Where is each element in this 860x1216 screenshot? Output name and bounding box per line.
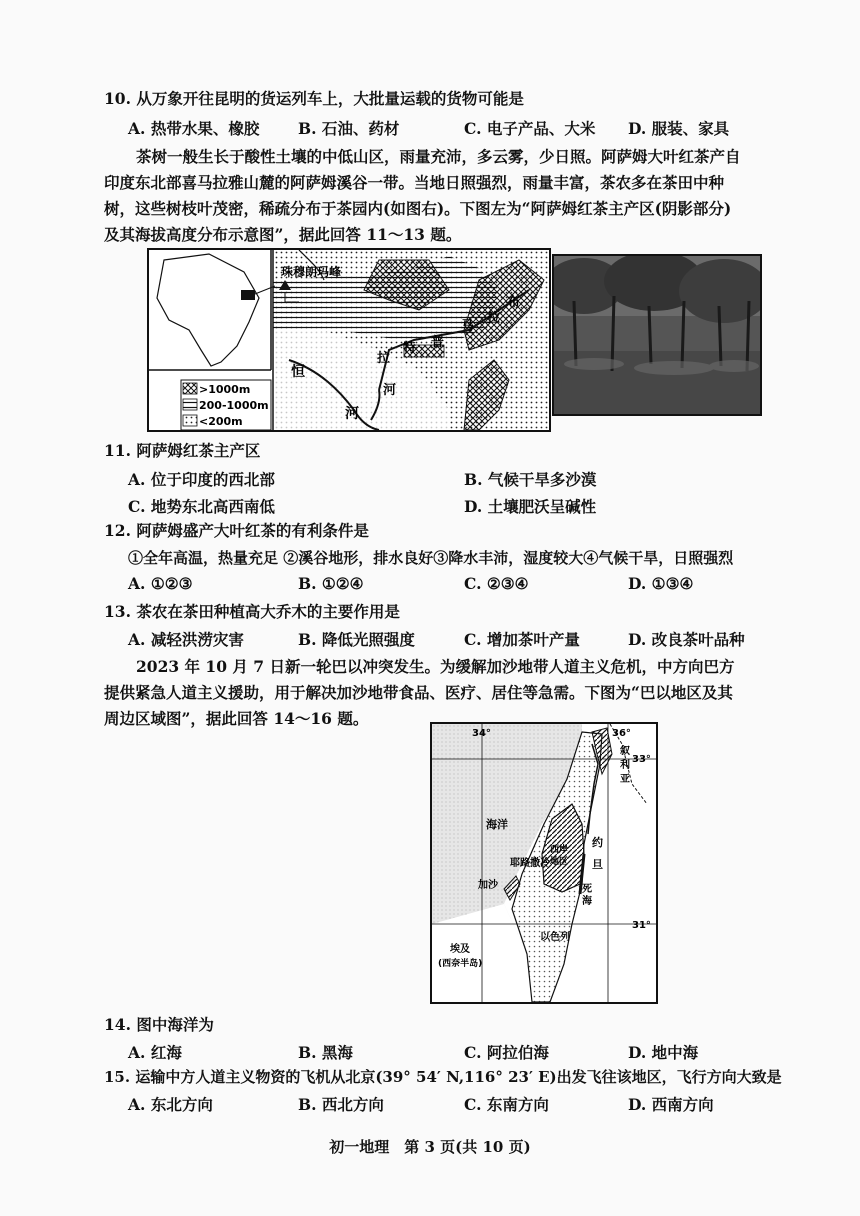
syria-label-3: 亚 (620, 774, 630, 785)
passage-gaza-text: 2023 年 10 月 7 日新一轮巴以冲突发生。为缓解加沙地带人道主义危机，中方向巴方提供紧急人道主义援助，用于解决加沙地带食品、医疗、居住等急需。下图为“巴以地区及其周边区域图”，据此回答 14～16 题。 (104, 657, 735, 728)
egypt-label-2: (西奈半岛) (438, 959, 483, 969)
brahma-char-7: 河 (383, 383, 397, 398)
brahma-char-1: 布 (507, 295, 521, 310)
jerusalem-label: 耶路撒冷 (510, 858, 550, 869)
assam-map-svg (149, 250, 549, 430)
q13-stem: 13. 茶农在茶田种植高大乔木的主要作用是 (104, 602, 400, 621)
assam-map (147, 248, 551, 432)
ganges-char-1: 恒 (291, 364, 305, 380)
tea-garden-photo-svg (554, 256, 760, 414)
ganges-char-2: 河 (345, 406, 359, 422)
west-bank-label-2: 地区 (550, 857, 569, 867)
q12-option-a: A. ①②③ (128, 574, 193, 593)
q10-option-b: B. 石油、药材 (298, 119, 400, 138)
q15-option-b: B. 西北方向 (298, 1095, 384, 1114)
q12-option-b: B. ①②④ (298, 574, 364, 593)
q13-option-c: C. 增加茶叶产量 (464, 630, 580, 649)
india-inset (149, 250, 275, 370)
q12-option-d: D. ①③④ (628, 574, 694, 593)
q12-stem: 12. 阿萨姆盛产大叶红茶的有利条件是 (104, 521, 369, 540)
q10-stem: 10. 从万象开往昆明的货运列车上，大批量运载的货物可能是 (104, 89, 524, 108)
passage-assam (104, 144, 744, 248)
jordan-label-2: 旦 (592, 858, 603, 871)
palestine-israel-map-svg (432, 724, 656, 1002)
page-footer: 初一地理 第 3 页(共 10 页) (329, 1138, 531, 1156)
lon-34-label: 34° (472, 728, 491, 739)
q13-option-b: B. 降低光照强度 (298, 630, 415, 649)
q12-option-c: C. ②③④ (464, 574, 529, 593)
q11-option-d: D. 土壤肥沃呈碱性 (464, 497, 597, 516)
legend-mid: 200-1000m (199, 399, 269, 412)
q15-stem: 15. 运输中方人道主义物资的飞机从北京(39° 54′ N,116° 23′ E)出发飞往该地区，飞行方向大致是 (104, 1068, 782, 1086)
legend-high: >1000m (199, 383, 251, 396)
q14-stem: 14. 图中海洋为 (104, 1015, 214, 1034)
egypt-label-1: 埃及 (450, 944, 470, 955)
passage-gaza (104, 654, 744, 732)
q10-option-c: C. 电子产品、大米 (464, 119, 596, 138)
lat-31-label: 31° (632, 920, 651, 931)
sea-label: 海洋 (486, 818, 508, 831)
palestine-israel-map (430, 722, 658, 1004)
syria-label-1: 叙 (620, 746, 630, 757)
q15-option-d: D. 西南方向 (628, 1095, 714, 1114)
israel-label: 以色列 (540, 932, 570, 943)
brahma-char-6: 拉 (377, 351, 391, 366)
q11-option-c: C. 地势东北高西南低 (128, 497, 275, 516)
q15-option-c: C. 东南方向 (464, 1095, 549, 1114)
gaza-label: 加沙 (478, 880, 498, 891)
tea-garden-photo (552, 254, 762, 416)
lon-36-label: 36° (612, 728, 631, 739)
jordan-label-1: 约 (592, 836, 603, 849)
q14-option-c: C. 阿拉伯海 (464, 1043, 549, 1062)
brahma-char-5: 特 (403, 341, 417, 356)
everest-label: 珠穆朗玛峰 (281, 265, 342, 279)
q12-conditions: ①全年高温，热量充足 ②溪谷地形，排水良好③降水丰沛，湿度较大④气候干旱，日照强烈 (128, 549, 734, 567)
syria-label-2: 利 (620, 760, 630, 771)
elevation-legend (181, 380, 271, 430)
brahma-char-4: 普 (431, 335, 445, 350)
q10-option-d: D. 服装、家具 (628, 119, 730, 138)
q14-option-d: D. 地中海 (628, 1043, 699, 1062)
lat-33-label: 33° (632, 754, 651, 765)
dead-sea-label-1: 死 (582, 884, 592, 895)
q13-option-a: A. 减轻洪涝灾害 (128, 630, 244, 649)
brahma-char-2: 拉 (487, 311, 501, 326)
west-bank-label-1: 西岸 (550, 845, 569, 855)
q10-option-a: A. 热带水果、橡胶 (128, 119, 260, 138)
brahma-char-3: 马 (461, 319, 475, 334)
q14-option-a: A. 红海 (128, 1043, 182, 1062)
passage-assam-text: 茶树一般生长于酸性土壤的中低山区，雨量充沛，多云雾，少日照。阿萨姆大叶红茶产自印度东北部喜马拉雅山麓的阿萨姆溪谷一带。当地日照强烈，雨量丰富，茶农多在茶田中种树，这些树枝叶茂密，稀疏分布于茶园内(如图右)。下图左为“阿萨姆红茶主产区(阴影部分)及其海拔高度分布示意图”，据此回答 11～13 题。 (104, 147, 741, 244)
q15-option-a: A. 东北方向 (128, 1095, 213, 1114)
q11-option-b: B. 气候干旱多沙漠 (464, 470, 597, 489)
legend-low: <200m (199, 415, 243, 428)
q11-stem: 11. 阿萨姆红茶主产区 (104, 441, 261, 460)
q11-option-a: A. 位于印度的西北部 (128, 470, 275, 489)
dead-sea-label-2: 海 (582, 896, 592, 907)
q14-option-b: B. 黑海 (298, 1043, 353, 1062)
q13-option-d: D. 改良茶叶品种 (628, 630, 745, 649)
